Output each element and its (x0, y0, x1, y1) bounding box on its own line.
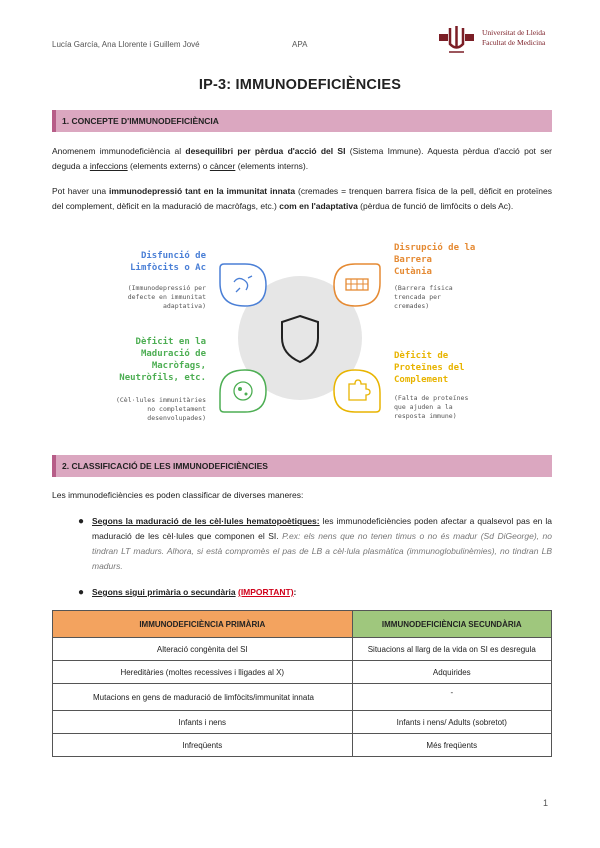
page-title: IP-3: IMMUNODEFICIÈNCIES (198, 77, 402, 93)
table-cell: Infants i nens (53, 711, 353, 734)
logo-line-2: Facultat de Medicina (482, 38, 546, 47)
table-cell: Infreqüents (53, 734, 353, 757)
table-cell: Mutacions en gens de maduració de limfòcits/immunitat innata (53, 684, 353, 711)
item-skin-desc: (Barrera física trencada per cremades) (394, 284, 453, 310)
table-cell: - (352, 684, 551, 711)
lymphocyte-badge (220, 264, 266, 306)
item-complement-title: Dèficit de Proteïnes del Complement (394, 351, 465, 385)
table-cell: Alteració congènita del SI (53, 638, 353, 661)
item-complement-desc: (Falta de proteïnes que ajuden a la resposta immune) (394, 394, 469, 420)
header-secondary: IMMUNODEFICIÈNCIA SECUNDÀRIA (352, 611, 551, 638)
bullet-dot: ● (78, 587, 85, 598)
immunodeficiency-infographic (0, 238, 600, 428)
header-code: APA (292, 40, 308, 49)
item-macrophage-title: Dèficit en la Maduració de Macròfags, Neutròfils, etc. (119, 337, 206, 383)
section-heading-2: 2. CLASSIFICACIÓ DE LES IMMUNODEFICIÈNCIES (52, 455, 552, 477)
section-heading-1: 1. CONCEPTE D'IMMUNODEFICIÈNCIA (52, 110, 552, 132)
comparison-table (52, 610, 552, 757)
table-row (53, 638, 552, 661)
table-cell: Hereditàries (moltes recessives i lligades al X) (53, 661, 353, 684)
table-cell: Situacions al llarg de la vida on SI es desregula (352, 638, 551, 661)
table-row (53, 684, 552, 711)
table-row (53, 711, 552, 734)
table-cell: Adquirides (352, 661, 551, 684)
bullet-dot: ● (78, 516, 85, 527)
table-row (53, 734, 552, 757)
table-row (53, 661, 552, 684)
item-skin-title: Disrupció de la Barrera Cutània (394, 243, 476, 277)
logo-text (482, 28, 545, 48)
header-authors: Lucía García, Ana Llorente i Guillem Jové (52, 40, 200, 49)
complement-badge (334, 370, 380, 412)
infographic-graphic (0, 238, 600, 428)
logo-line-1: Universitat de Lleida (482, 28, 546, 37)
item-lymphocyte-title: Disfunció de Limfòcits o Ac (130, 251, 206, 273)
item-lymphocyte-desc: (Immunodepressió per defecte en immunitat adaptativa) (127, 284, 206, 310)
header-primary: IMMUNODEFICIÈNCIA PRIMÀRIA (53, 611, 353, 638)
table-cell: Infants i nens/ Adults (sobretot) (352, 711, 551, 734)
page-number: 1 (542, 798, 548, 808)
item-macrophage-desc: (Cèl·lules immunitàries no completament desenvolupades) (115, 396, 206, 422)
table-header-row (53, 611, 552, 638)
classification-intro: Les immunodeficiències es poden classificar de diverses maneres: (52, 490, 304, 500)
paragraph-immunodepression: Pot haver una immunodepressió tant en la immunitat innata (cremades = trenquen barrera física de la pell, dèficit en proteïnes del complement, dèficit en la maduració de macròfags, etc.) com en l'adaptativa (pèrdua de funció de limfòcits o dels Ac). (52, 186, 552, 211)
bullet-maturation: ● Segons la maduració de les cèl·lules hematopoètiques: les immunodeficiències poden afectar a qualsevol pas en la maduració de les cèl·lules que componen el SI. P.ex: els nens que no tenen timus o no és madur (Sd DiGeorge), no tindran LT madurs. Alhora, si està compromès el pas de LB a cèl·lula plasmàtica (immunoglobulinèmies), no tindran LB madurs. (78, 516, 552, 571)
paragraph-definition: Anomenem immunodeficiència al desequilibri per pèrdua d'acció del SI (Sistema Immune). Aquesta pèrdua d'acció pot ser deguda a infeccions (elements externs) o càncer (elements interns). (52, 146, 553, 171)
macrophage-badge (220, 370, 266, 412)
table-cell: Més freqüents (352, 734, 551, 757)
bullet-primary-secondary: ● Segons sigui primària o secundària (IMPORTANT): (78, 587, 297, 598)
